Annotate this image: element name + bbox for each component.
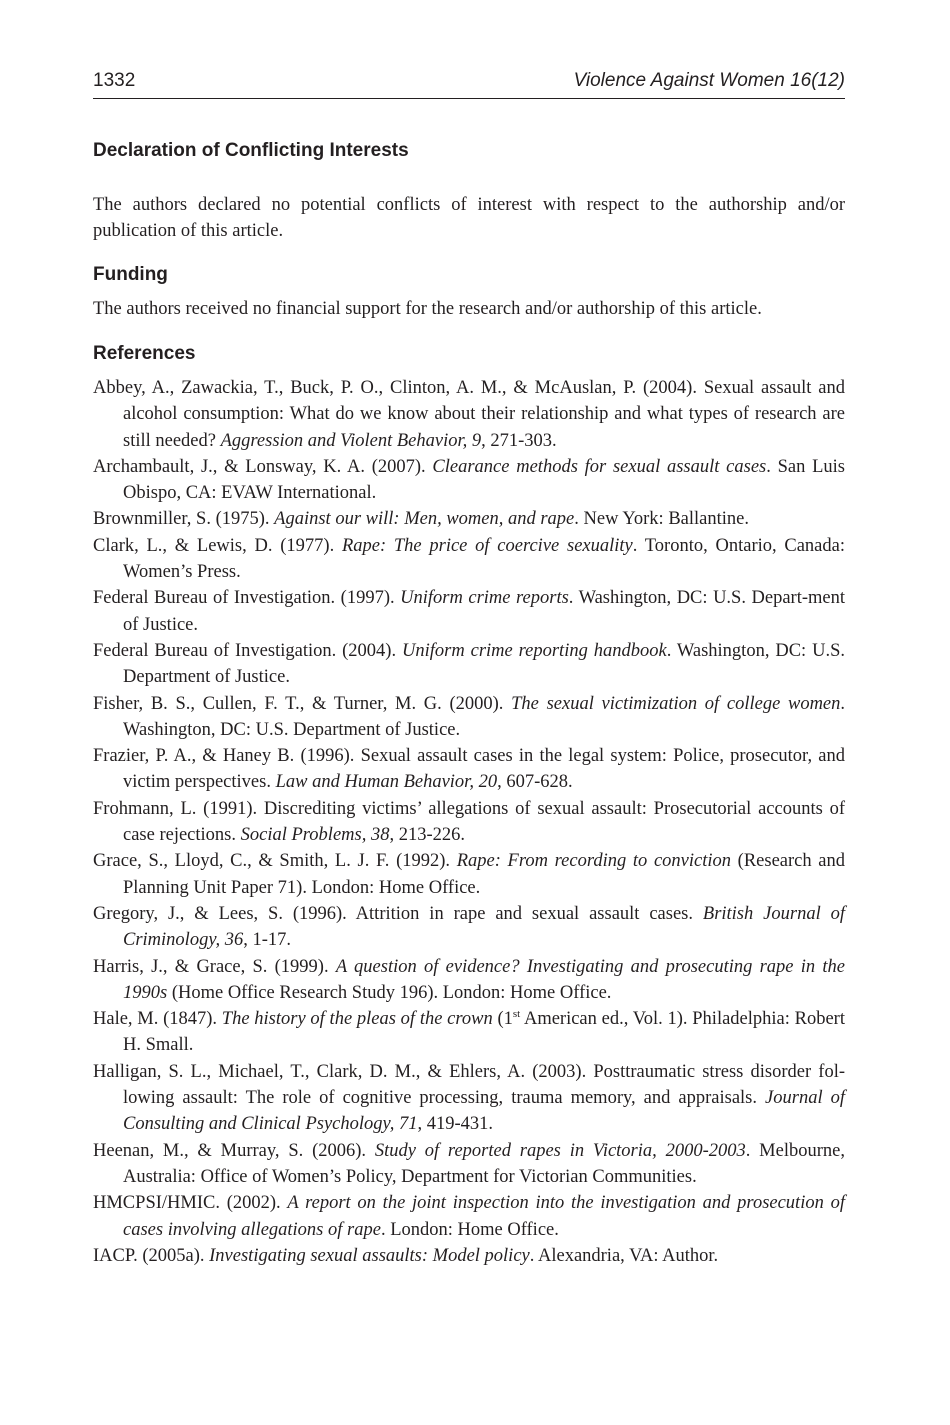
reference-title: Against our will: Men, women, and rape — [274, 509, 575, 530]
reference-title: Investigating sexual assaults: Model policy — [209, 1245, 530, 1266]
reference-text: Federal Bureau of Investigation. (1997). — [93, 588, 401, 609]
reference-entry — [93, 901, 845, 954]
reference-text: . Melbourne, Australia: Office of Women’s Policy, Department for Victorian Communities. — [123, 1140, 845, 1187]
reference-text: , 419-431. — [417, 1114, 493, 1135]
reference-title: British Journal of Criminology, 36 — [123, 903, 845, 951]
reference-text: . Washington, DC: U.S. Department of Justice. — [123, 693, 846, 740]
conflicts-text: The authors declared no potential conflicts of interest with respect to the authorship and/or publication of this article. — [93, 195, 845, 242]
reference-text: American ed., Vol. 1). Philadelphia: Robert H. Small. — [123, 1009, 845, 1056]
reference-text: . Washington, DC: U.S. Department of Justice. — [123, 640, 845, 688]
reference-text: Archambault, J., & Lonsway, K. A. (2007). — [93, 456, 433, 477]
reference-text: , 1-17. — [243, 930, 292, 951]
references-heading: References — [93, 343, 196, 364]
reference-entry — [93, 954, 845, 1007]
reference-title: A question of evidence? Investigating and prosecuting rape in the 1990s — [123, 956, 845, 1003]
reference-entry — [93, 585, 845, 638]
reference-entry — [93, 743, 845, 796]
reference-title: Social Problems, 38 — [240, 825, 390, 846]
reference-title: The sexual victimization of college women — [511, 693, 841, 714]
reference-entry — [93, 533, 845, 586]
reference-text: Grace, S., Lloyd, C., & Smith, L. J. F. (1992). — [93, 851, 457, 872]
reference-entry — [93, 375, 845, 454]
reference-text: . London: Home Office. — [380, 1219, 559, 1240]
funding-heading: Funding — [93, 264, 168, 285]
reference-entry — [93, 638, 845, 691]
reference-entry — [93, 1059, 845, 1138]
reference-text: Halligan, S. L., Michael, T., Clark, D. M., & Ehlers, A. (2003). Posttraumatic stress disorder fol-lowing assault: The role of cognitive processing, trauma memory, and appraisals. — [93, 1061, 845, 1109]
reference-title: Journal of Consulting and Clinical Psychology, 71 — [123, 1088, 845, 1135]
running-head — [93, 68, 845, 99]
reference-title: Rape: The price of coercive sexuality — [341, 535, 633, 556]
reference-text: . Alexandria, VA: Author. — [529, 1245, 719, 1266]
reference-text: . Toronto, Ontario, Canada: Women’s Press. — [123, 535, 845, 583]
journal-title: Violence Against Women 16(12) — [573, 70, 845, 91]
reference-text: Brownmiller, S. (1975). — [93, 509, 275, 530]
reference-text: (Home Office Research Study 196). London: Home Office. — [167, 982, 612, 1003]
reference-entry — [93, 796, 845, 849]
reference-text: . Washington, DC: U.S. Depart-ment of Justice. — [123, 588, 845, 635]
reference-text: . San Luis Obispo, CA: EVAW International. — [123, 456, 846, 504]
reference-title: Uniform crime reports — [400, 588, 569, 609]
reference-text: IACP. (2005a). — [93, 1245, 210, 1266]
reference-title: A report on the joint inspection into the investigation and prosecution of cases involving allegations of rape — [123, 1193, 845, 1240]
reference-entry — [93, 1006, 845, 1059]
page-number: 1332 — [93, 70, 136, 91]
reference-entry — [93, 1138, 845, 1191]
reference-text: Abbey, A., Zawackia, T., Buck, P. O., Clinton, A. M., & McAuslan, P. (2004). Sexual assault and alcohol consumption: What do we know about their relationship and what types of research are still needed? — [93, 378, 845, 451]
reference-entry — [93, 506, 845, 532]
reference-entry — [93, 454, 845, 507]
reference-text: , 213-226. — [389, 825, 466, 846]
reference-text: HMCPSI/HMIC. (2002). — [93, 1193, 288, 1214]
reference-entry — [93, 848, 845, 901]
reference-text: , 271-303. — [481, 430, 557, 451]
funding-text: The authors received no financial support for the research and/or authorship of this article. — [93, 299, 762, 319]
reference-title: Clearance methods for sexual assault cases — [432, 456, 767, 477]
reference-text: Heenan, M., & Murray, S. (2006). — [93, 1140, 375, 1161]
reference-entry — [93, 1190, 845, 1243]
reference-text: (Research and Planning Unit Paper 71). London: Home Office. — [123, 851, 845, 898]
reference-text: Fisher, B. S., Cullen, F. T., & Turner, M. G. (2000). — [93, 693, 512, 714]
reference-text: Gregory, J., & Lees, S. (1996). Attrition in rape and sexual assault cases. — [93, 903, 703, 924]
reference-title: Rape: From recording to conviction — [456, 851, 731, 872]
reference-text: Frazier, P. A., & Haney B. (1996). Sexual assault cases in the legal system: Police, prosecutor, and victim perspectives. — [93, 746, 845, 793]
reference-title: Law and Human Behavior, 20 — [275, 772, 498, 793]
reference-text: st — [512, 1008, 521, 1021]
reference-title: Aggression and Violent Behavior, 9 — [220, 430, 482, 451]
reference-title: Study of reported rapes in Victoria, 2000-2003 — [374, 1140, 746, 1161]
reference-text: Frohmann, L. (1991). Discrediting victims’ allegations of sexual assault: Prosecutorial accounts of case rejections. — [93, 798, 845, 846]
reference-entry — [93, 691, 845, 744]
conflicts-heading: Declaration of Conflicting Interests — [93, 140, 409, 161]
reference-entry — [93, 1243, 845, 1269]
reference-text: Hale, M. (1847). — [93, 1009, 222, 1030]
reference-list — [93, 375, 845, 1269]
reference-text: Clark, L., & Lewis, D. (1977). — [93, 535, 342, 556]
reference-text: Federal Bureau of Investigation. (2004). — [93, 640, 402, 661]
reference-text: (1 — [492, 1009, 513, 1030]
reference-text: Harris, J., & Grace, S. (1999). — [93, 956, 336, 977]
reference-title: The history of the pleas of the crown — [221, 1009, 493, 1030]
reference-text: , 607-628. — [497, 772, 573, 793]
reference-text: . New York: Ballantine. — [574, 509, 749, 530]
reference-title: Uniform crime reporting handbook — [402, 640, 667, 661]
